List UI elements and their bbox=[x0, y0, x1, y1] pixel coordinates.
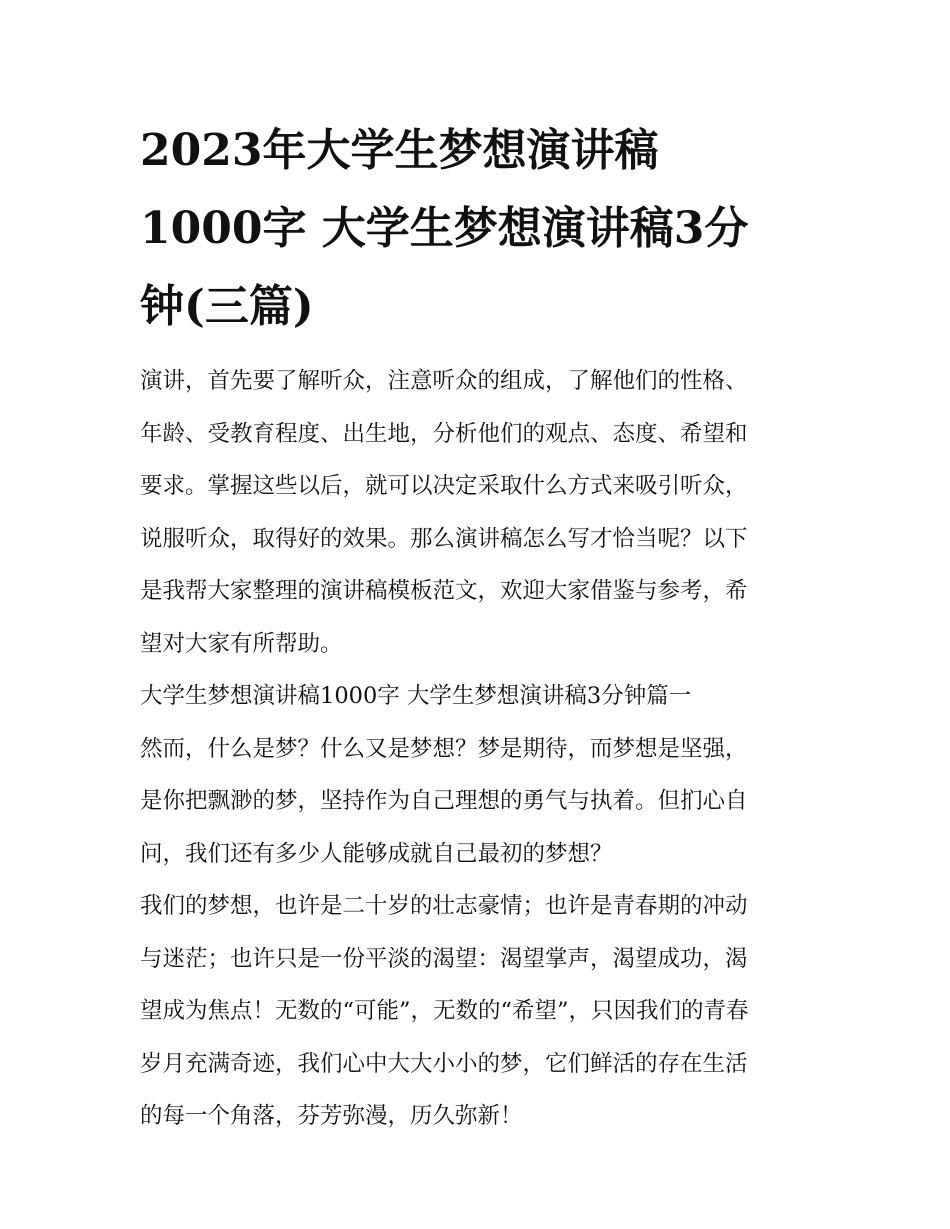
text-line: 是你把飘渺的梦，坚持作为自己理想的勇气与执着。但扪心自 bbox=[140, 788, 748, 814]
text-line: 望成为焦点！无数的“可能”，无数的“希望”，只因我们的青春 bbox=[140, 998, 749, 1024]
text-line: 年龄、受教育程度、出生地，分析他们的观点、态度、希望和 bbox=[140, 420, 748, 447]
body-paragraph bbox=[140, 723, 820, 881]
text-line: 说服听众，取得好的效果。那么演讲稿怎么写才恰当呢？以下 bbox=[140, 525, 748, 552]
body-paragraph bbox=[140, 880, 820, 1143]
section-heading bbox=[140, 670, 820, 723]
title-line: 1000字 大学生梦想演讲稿3分 bbox=[140, 203, 749, 254]
text-line: 要求。掌握这些以后，就可以决定采取什么方式来吸引听众， bbox=[140, 473, 748, 499]
document-body bbox=[140, 355, 820, 1143]
text-line: 岁月充满奇迹，我们心中大大小小的梦，它们鲜活的存在生活 bbox=[140, 1050, 748, 1077]
text-line: 与迷茫；也许只是一份平淡的渴望：渴望掌声，渴望成功，渴 bbox=[140, 945, 748, 972]
title-line: 钟(三篇) bbox=[140, 281, 314, 332]
text-line: 是我帮大家整理的演讲稿模板范文，欢迎大家借鉴与参考，希 bbox=[140, 578, 748, 604]
text-line: 大学生梦想演讲稿1000字 大学生梦想演讲稿3分钟篇一 bbox=[140, 683, 692, 709]
text-line: 然而，什么是梦？什么又是梦想？梦是期待，而梦想是坚强， bbox=[140, 735, 748, 762]
text-line: 望对大家有所帮助。 bbox=[140, 630, 343, 657]
intro-paragraph bbox=[140, 355, 820, 670]
document-title bbox=[140, 112, 820, 346]
text-line: 我们的梦想，也许是二十岁的壮志豪情；也许是青春期的冲动 bbox=[140, 893, 748, 919]
text-line: 演讲，首先要了解听众，注意听众的组成，了解他们的性格、 bbox=[140, 368, 748, 394]
text-line: 问，我们还有多少人能够成就自己最初的梦想？ bbox=[140, 840, 613, 867]
title-line: 2023年大学生梦想演讲稿 bbox=[140, 125, 659, 176]
text-line: 的每一个角落，芬芳弥漫，历久弥新！ bbox=[140, 1103, 523, 1129]
